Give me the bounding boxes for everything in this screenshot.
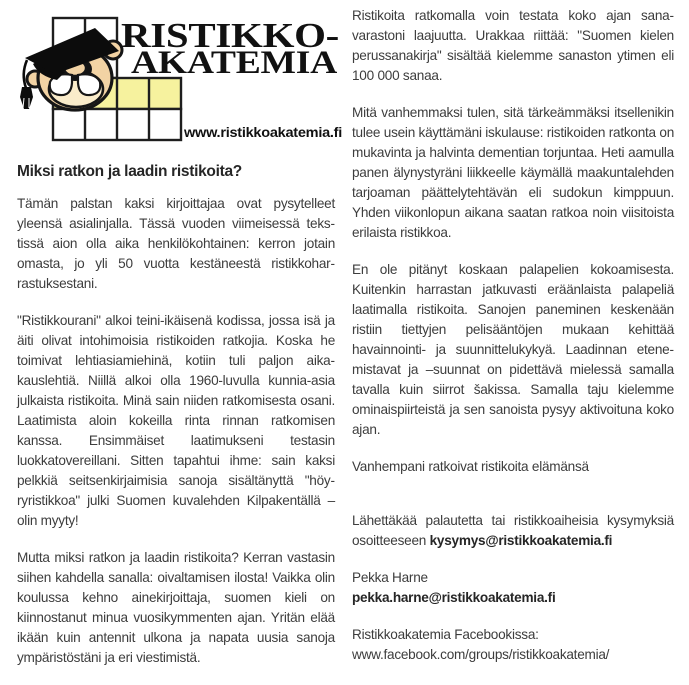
feedback-email: kysymys@ristikkoakatemia.fi (429, 533, 613, 548)
right-column (352, 6, 674, 682)
author-block (352, 568, 674, 608)
feedback-paragraph (352, 511, 674, 551)
logo-graphic (15, 2, 347, 148)
left-column (17, 2, 342, 685)
article-heading: Miksi ratkon ja laadin ristikoita? (17, 163, 242, 180)
right-paragraph-2: Mitä vanhemmaksi tulen, sitä tärkeämmäksi itsellenikin tulee usein käyttämäni iskulause: ristikoiden ratkonta on mukavinta ja halvinta dementian torjuntaa. Heti aamulla panen älynystyräni liikkeelle käymällä maakuntalehden tarjoaman päättelytehtävän eli sudokun kimppuun. Yhden viikonlopun aikana saatan ratkoa noin viisitoista erilaista ristikkoa. (352, 105, 675, 240)
author-email: pekka.harne@ristikkoakatemia.fi (352, 590, 556, 605)
facebook-block (352, 625, 674, 665)
logo-title-line2: AKATEMIA (131, 45, 338, 81)
logo-title-line1: RISTIKKO- (121, 16, 339, 55)
facebook-label: Ristikkoakatemia Facebookissa: (352, 627, 539, 642)
parents-note: Vanhempani ratkoivat ristikoita elämänsä (352, 459, 589, 474)
feedback-text: Lähettäkää palautetta tai ristikkoaiheisia kysymyksiä osoitteeseen (352, 513, 674, 548)
author-name: Pekka Harne (352, 570, 428, 585)
left-paragraph-1: Tämän palstan kaksi kirjoittajaa ovat pysytelleet yleensä asialinjalla. Tässä vuoden viimeisessä tekstissä aion olla aika henkilökohtainen: kerron jotain omasta, jo yli 50 vuotta kestäneestä ristikkoharrastuksestani. (17, 196, 335, 291)
right-paragraph-3: En ole pitänyt koskaan palapelien kokoamisesta. Kuitenkin harrastan jatkuvasti eräänlaista palapeliä laatimalla ristikoita. Sanojen paneminen keskenään ristiin tiettyjen pelisääntöjen mukaan kehittää havainnointi- ja suunnittelukykyä. Laadinnan etenemistavat ja –suunnat on pidettävä mielessä samalla tavalla kuin siirrot šakissa. Samalla taju kielemme ominaispiirteistä ja sen sanoista pysyy aktivoituna koko ajan. (352, 262, 674, 437)
left-paragraph-3: Mutta miksi ratkon ja laadin ristikoita? Kerran vastasin siihen kahdella sanalla: oivaltamisen ilosta! Vaikka olin koulussa kehno ainekirjoittaja, suomen kieli on kiinnostanut minua vuosikymmenten ajan. Yritän elää ikään kuin antennit ulkona ja napata uusia sanoja ympäristöstäni ja eri viestimistä. (17, 550, 335, 665)
ristikkoakatemia-logo (15, 2, 342, 148)
logo-website: www.ristikkoakatemia.fi (182, 125, 342, 140)
right-paragraph-1: Ristikoita ratkomalla voin testata koko ajan sanavarastoni laajuutta. Urakkaa riittää: "Suomen kielen perussanakirja" sisältää kielemme sanaston ytimen eli 100 000 sanaa. (352, 8, 674, 83)
left-paragraph-2: "Ristikkourani" alkoi teini-ikäisenä kodissa, jossa isä ja äiti olivat intohimoisia ristikoiden ratkojia. Koska he toimivat lehtiasiamiehinä, kotiin tuli paljon aikakauslehtiä. Niillä alkoi olla 1960-luvulla kunnia-asia julkaista ristikoita. Minä sain niiden ratkomisesta osani. Laatimista aloin kokeilla rinta rinnan ratkomisen kanssa. Ensimmäiset laatimukseni testasin luokkatovereillani. Sitten tapahtui ihme: sain kaksi pelkkiä seitsenkirjaimisia sanoja sisältänyttä "höyryristikkoa" julki Suomen kuvalehden Kilpakentällä – olin myyty! (17, 313, 335, 528)
facebook-url: www.facebook.com/groups/ristikkoakatemia/ (352, 647, 610, 662)
